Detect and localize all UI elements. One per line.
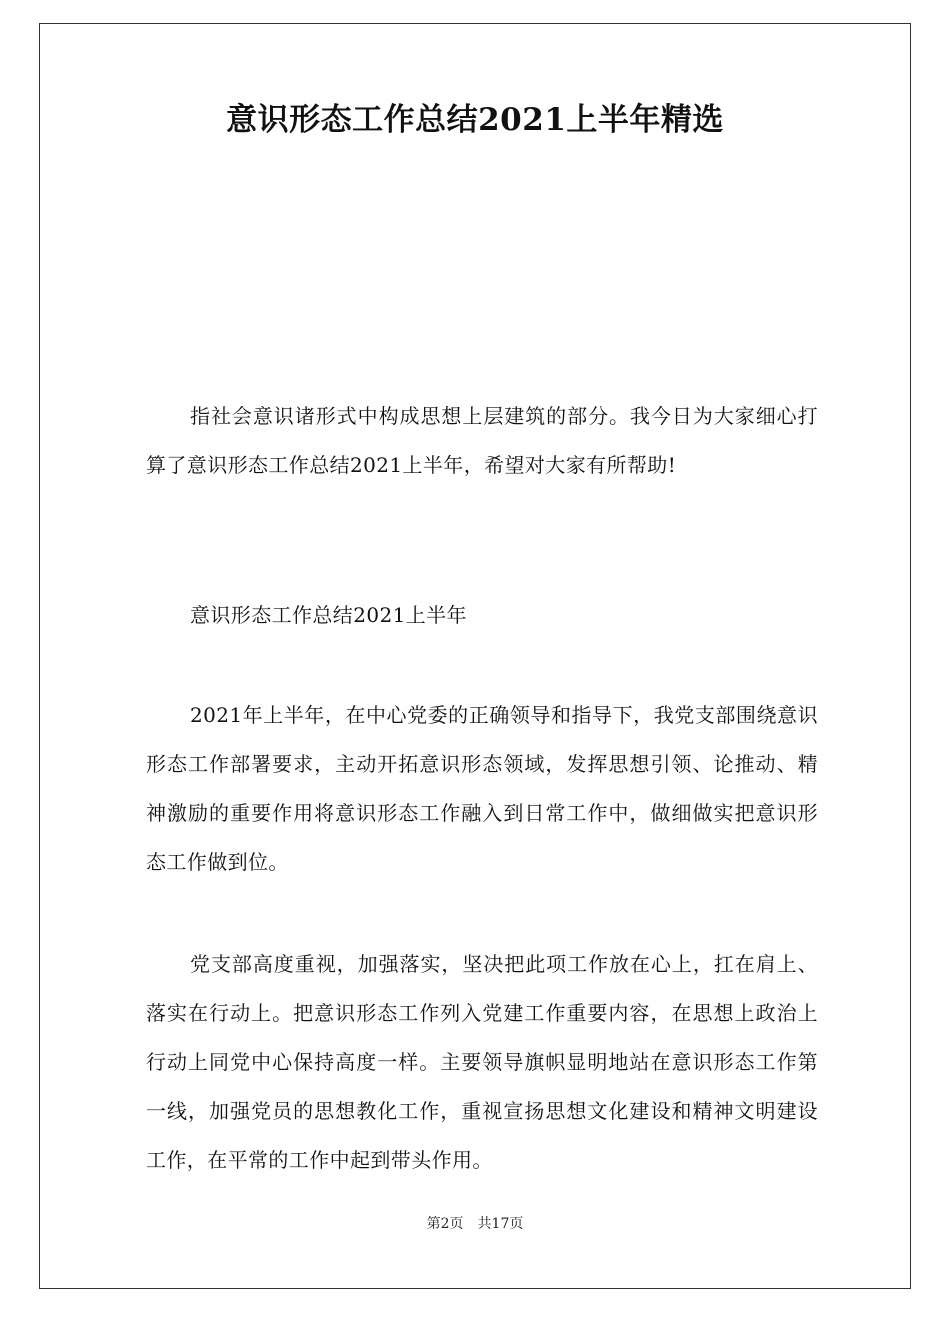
total-pages-label: 共17页 (477, 1216, 524, 1232)
current-page-label: 第2页 (426, 1216, 464, 1232)
body-paragraph: 2021年上半年，在中心党委的正确领导和指导下，我党支部围绕意识形态工作部署要求，主动开拓意识形态领域，发挥思想引领、论推动、精神激励的重要作用将意识形态工作融入到日常工作中，做细做实把意识形态工作做到位。 (146, 703, 818, 874)
section-heading: 意识形态工作总结2021上半年 (190, 603, 467, 627)
document-title: 意识形态工作总结2021上半年精选 (226, 102, 724, 138)
intro-paragraph: 指社会意识诸形式中构成思想上层建筑的部分。我今日为大家细心打算了意识形态工作总结2021上半年，希望对大家有所帮助! (146, 404, 818, 477)
page-number-footer (0, 1213, 950, 1235)
body-paragraph: 党支部高度重视，加强落实，坚决把此项工作放在心上，扛在肩上、落实在行动上。把意识形态工作列入党建工作重要内容，在思想上政治上行动上同党中心保持高度一样。主要领导旗帜显明地站在意识形态工作第一线，加强党员的思想教化工作，重视宣扬思想文化建设和精神文明建设工作，在平常的工作中起到带头作用。 (146, 952, 818, 1172)
